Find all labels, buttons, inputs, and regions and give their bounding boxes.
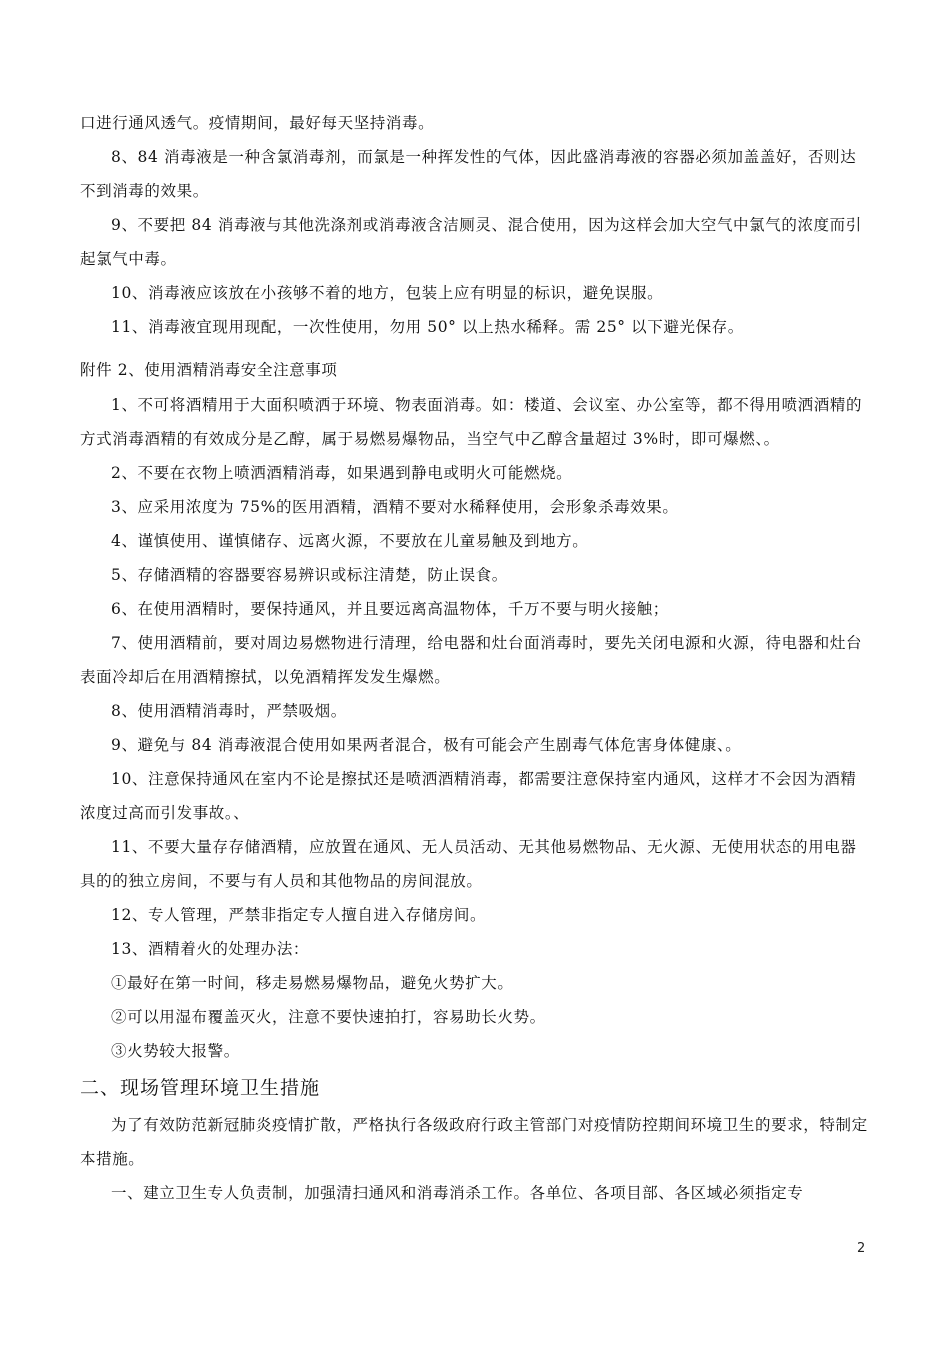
list-item: 3、应采用浓度为 75%的医用酒精，酒精不要对水稀释使用，会形象杀毒效果。 xyxy=(111,498,679,516)
list-item: 6、在使用酒精时，要保持通风，并且要远离高温物体，千万不要与明火接触； xyxy=(111,600,669,618)
sub-list-item: ③火势较大报警。 xyxy=(111,1042,240,1060)
sub-list-item: ①最好在第一时间，移走易燃易爆物品，避免火势扩大。 xyxy=(111,974,514,992)
list-item: 12、专人管理，严禁非指定专人擅自进入存储房间。 xyxy=(111,906,487,924)
section-title: 二、现场管理环境卫生措施 xyxy=(80,1077,321,1099)
list-item: 4、谨慎使用、谨慎储存、远离火源，不要放在儿童易触及到地方。 xyxy=(111,532,589,550)
list-item: 11、消毒液宜现用现配，一次性使用，勿用 50° 以上热水稀释。需 25° 以下避光保存。 xyxy=(111,318,744,336)
list-item: 2、不要在衣物上喷洒酒精消毒，如果遇到静电或明火可能燃烧。 xyxy=(111,464,573,482)
list-item: 9、不要把 84 消毒液与其他洗涤剂或消毒液含洁厕灵、混合使用，因为这样会加大空气中氯气的浓度而引起氯气中毒。 xyxy=(80,216,862,268)
annex-title: 附件 2、使用酒精消毒安全注意事项 xyxy=(80,361,338,379)
list-item: 10、消毒液应该放在小孩够不着的地方，包装上应有明显的标识，避免误服。 xyxy=(111,284,664,302)
list-item: 10、注意保持通风在室内不论是擦拭还是喷洒酒精消毒，都需要注意保持室内通风，这样才不会因为酒精浓度过高而引发事故。、 xyxy=(80,770,857,822)
list-item: 8、84 消毒液是一种含氯消毒剂，而氯是一种挥发性的气体，因此盛消毒液的容器必须加盖盖好，否则达不到消毒的效果。 xyxy=(80,148,857,200)
list-item: 8、使用酒精消毒时，严禁吸烟。 xyxy=(111,702,347,720)
page-number: 2 xyxy=(857,1241,866,1256)
section-paragraph: 一、建立卫生专人负责制，加强清扫通风和消毒消杀工作。各单位、各项目部、各区域必须指定专 xyxy=(111,1184,804,1202)
list-item: 1、不可将酒精用于大面积喷洒于环境、物表面消毒。如：楼道、会议室、办公室等，都不得用喷洒酒精的方式消毒酒精的有效成分是乙醇，属于易燃易爆物品，当空气中乙醇含量超过 3%时，即可爆燃、。 xyxy=(80,396,863,448)
list-item: 13、酒精着火的处理办法： xyxy=(111,940,310,958)
paragraph-continuation: 口进行通风透气。疫情期间，最好每天坚持消毒。 xyxy=(80,114,435,132)
section-paragraph: 为了有效防范新冠肺炎疫情扩散，严格执行各级政府行政主管部门对疫情防控期间环境卫生的要求，特制定本措施。 xyxy=(80,1116,868,1168)
document-body xyxy=(80,106,870,1210)
list-item: 11、不要大量存存储酒精，应放置在通风、无人员活动、无其他易燃物品、无火源、无使用状态的用电器具的的独立房间，不要与有人员和其他物品的房间混放。 xyxy=(80,838,857,890)
sub-list-item: ②可以用湿布覆盖灭火，注意不要快速拍打，容易助长火势。 xyxy=(111,1008,546,1026)
list-item: 5、存储酒精的容器要容易辨识或标注清楚，防止误食。 xyxy=(111,566,508,584)
list-item: 7、使用酒精前，要对周边易燃物进行清理，给电器和灶台面消毒时，要先关闭电源和火源，待电器和灶台表面冷却后在用酒精擦拭，以免酒精挥发发生爆燃。 xyxy=(80,634,863,686)
list-item: 9、避免与 84 消毒液混合使用如果两者混合，极有可能会产生剧毒气体危害身体健康、。 xyxy=(111,736,742,754)
